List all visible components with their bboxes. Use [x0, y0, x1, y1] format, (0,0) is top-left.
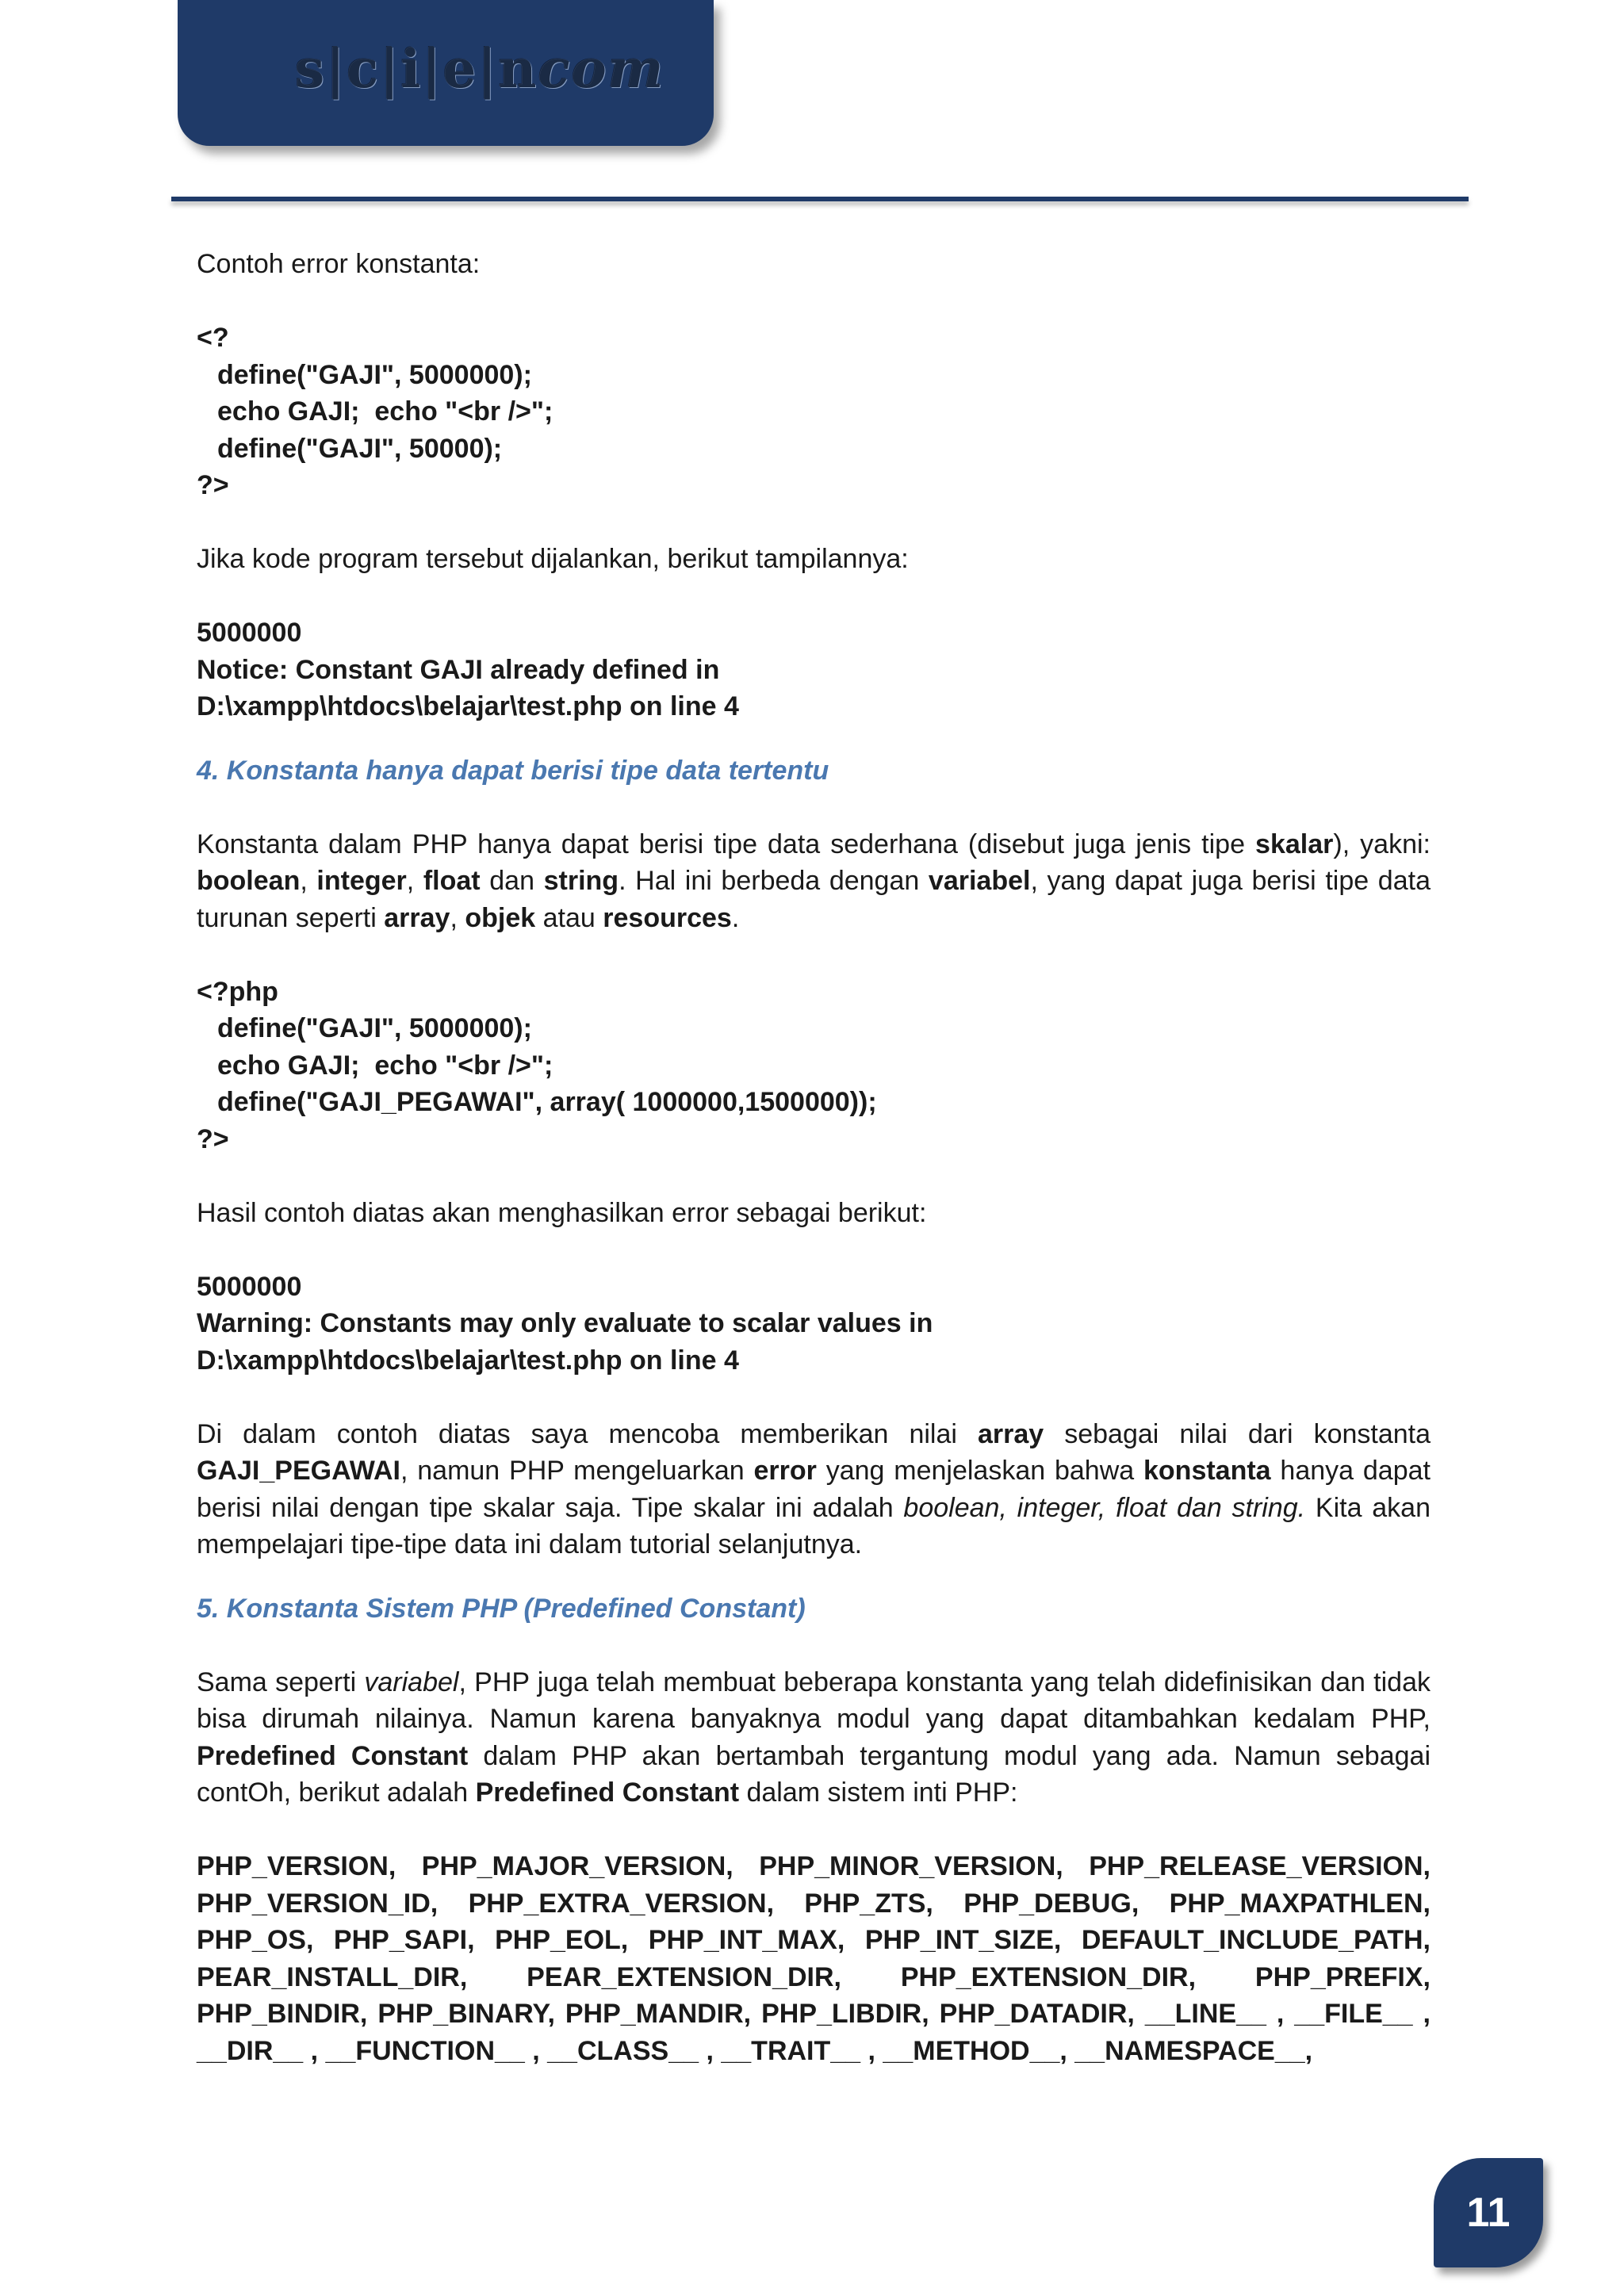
- code-line: define("GAJI", 5000000);: [217, 1013, 532, 1043]
- header-divider: [171, 197, 1469, 201]
- predefined-constants-list: PHP_VERSION, PHP_MAJOR_VERSION, PHP_MINOR_VERSION, PHP_RELEASE_VERSION, PHP_VERSION_ID, PHP_EXTRA_VERSION, PHP_ZTS, PHP_DEBUG, PHP_MAXPATHLEN, PHP_OS, PHP_SAPI, PHP_EOL, PHP_INT_MAX, PHP_INT_SIZE, DEFAULT_INCLUDE_PATH, PEAR_INSTALL_DIR, PEAR_EXTENSION_DIR, PHP_EXTENSION_DIR, PHP_PREFIX, PHP_BINDIR, PHP_BINARY, PHP_MANDIR, PHP_LIBDIR, PHP_DATADIR, __LINE__ , __FILE__ , __DIR__ , __FUNCTION__ , __CLASS__ , __TRAIT__ , __METHOD__, __NAMESPACE__,: [197, 1851, 1431, 2066]
- brand-logo: [295, 38, 665, 100]
- header-tab: [178, 0, 714, 146]
- brand-logo-main: s|c|i|e|n: [295, 38, 538, 100]
- code-line: ?>: [197, 1123, 229, 1154]
- section1-result-intro: Jika kode program tersebut dijalankan, berikut tampilannya:: [197, 544, 909, 574]
- output-block-2: [197, 1269, 1431, 1380]
- page-number-badge: [1434, 2158, 1543, 2267]
- output-line: D:\xampp\htdocs\belajar\test.php on line 4: [197, 1345, 739, 1376]
- output-line: 5000000: [197, 618, 302, 648]
- page-content: [197, 246, 1431, 2069]
- code-line: define("GAJI", 5000000);: [217, 359, 532, 390]
- section4-explanation: Di dalam contoh diatas saya mencoba memberikan nilai array sebagai nilai dari konstanta GAJI_PEGAWAI, namun PHP mengeluarkan error yang menjelaskan bahwa konstanta hanya dapat berisi nilai dengan tipe skalar saja. Tipe skalar ini adalah boolean, integer, float dan string. Kita akan mempelajari tipe-tipe data ini dalam tutorial selanjutnya.: [197, 1418, 1431, 1559]
- code-line: define("GAJI_PEGAWAI", array( 1000000,1500000));: [217, 1087, 877, 1117]
- output-line: Notice: Constant GAJI already defined in: [197, 654, 720, 685]
- code-line: <?php: [197, 976, 278, 1007]
- section5-heading: 5. Konstanta Sistem PHP (Predefined Constant): [197, 1593, 806, 1624]
- code-line: define("GAJI", 50000);: [217, 433, 503, 464]
- section5-paragraph: Sama seperti variabel, PHP juga telah membuat beberapa konstanta yang telah didefinisikan dan tidak bisa dirumah nilainya. Namun karena banyaknya modul yang dapat ditambahkan kedalam PHP, Predefined Constant dalam PHP akan bertambah tergantung modul yang ada. Namun sebagai contOh, berikut adalah Predefined Constant dalam sistem inti PHP:: [197, 1667, 1431, 1808]
- code-line: ?>: [197, 470, 229, 500]
- output-line: Warning: Constants may only evaluate to scalar values in: [197, 1308, 933, 1338]
- code-block-2: [197, 974, 1431, 1158]
- section4-paragraph: Konstanta dalam PHP hanya dapat berisi tipe data sederhana (disebut juga jenis tipe skalar), yakni: boolean, integer, float dan string. Hal ini berbeda dengan variabel, yang dapat juga berisi tipe data turunan seperti array, objek atau resources.: [197, 828, 1431, 933]
- output-block-1: [197, 614, 1431, 725]
- code-line: echo GAJI; echo "<br />";: [217, 396, 553, 427]
- page-number: 11: [1466, 2190, 1511, 2236]
- section1-intro: Contoh error konstanta:: [197, 249, 481, 279]
- section4-heading: 4. Konstanta hanya dapat berisi tipe data tertentu: [197, 755, 829, 786]
- brand-logo-suffix: com: [538, 38, 665, 100]
- code-block-1: [197, 320, 1431, 504]
- output-line: 5000000: [197, 1271, 302, 1302]
- output-line: D:\xampp\htdocs\belajar\test.php on line 4: [197, 691, 739, 721]
- code-line: <?: [197, 323, 229, 353]
- code-line: echo GAJI; echo "<br />";: [217, 1050, 553, 1081]
- section4-result-intro: Hasil contoh diatas akan menghasilkan error sebagai berikut:: [197, 1197, 927, 1228]
